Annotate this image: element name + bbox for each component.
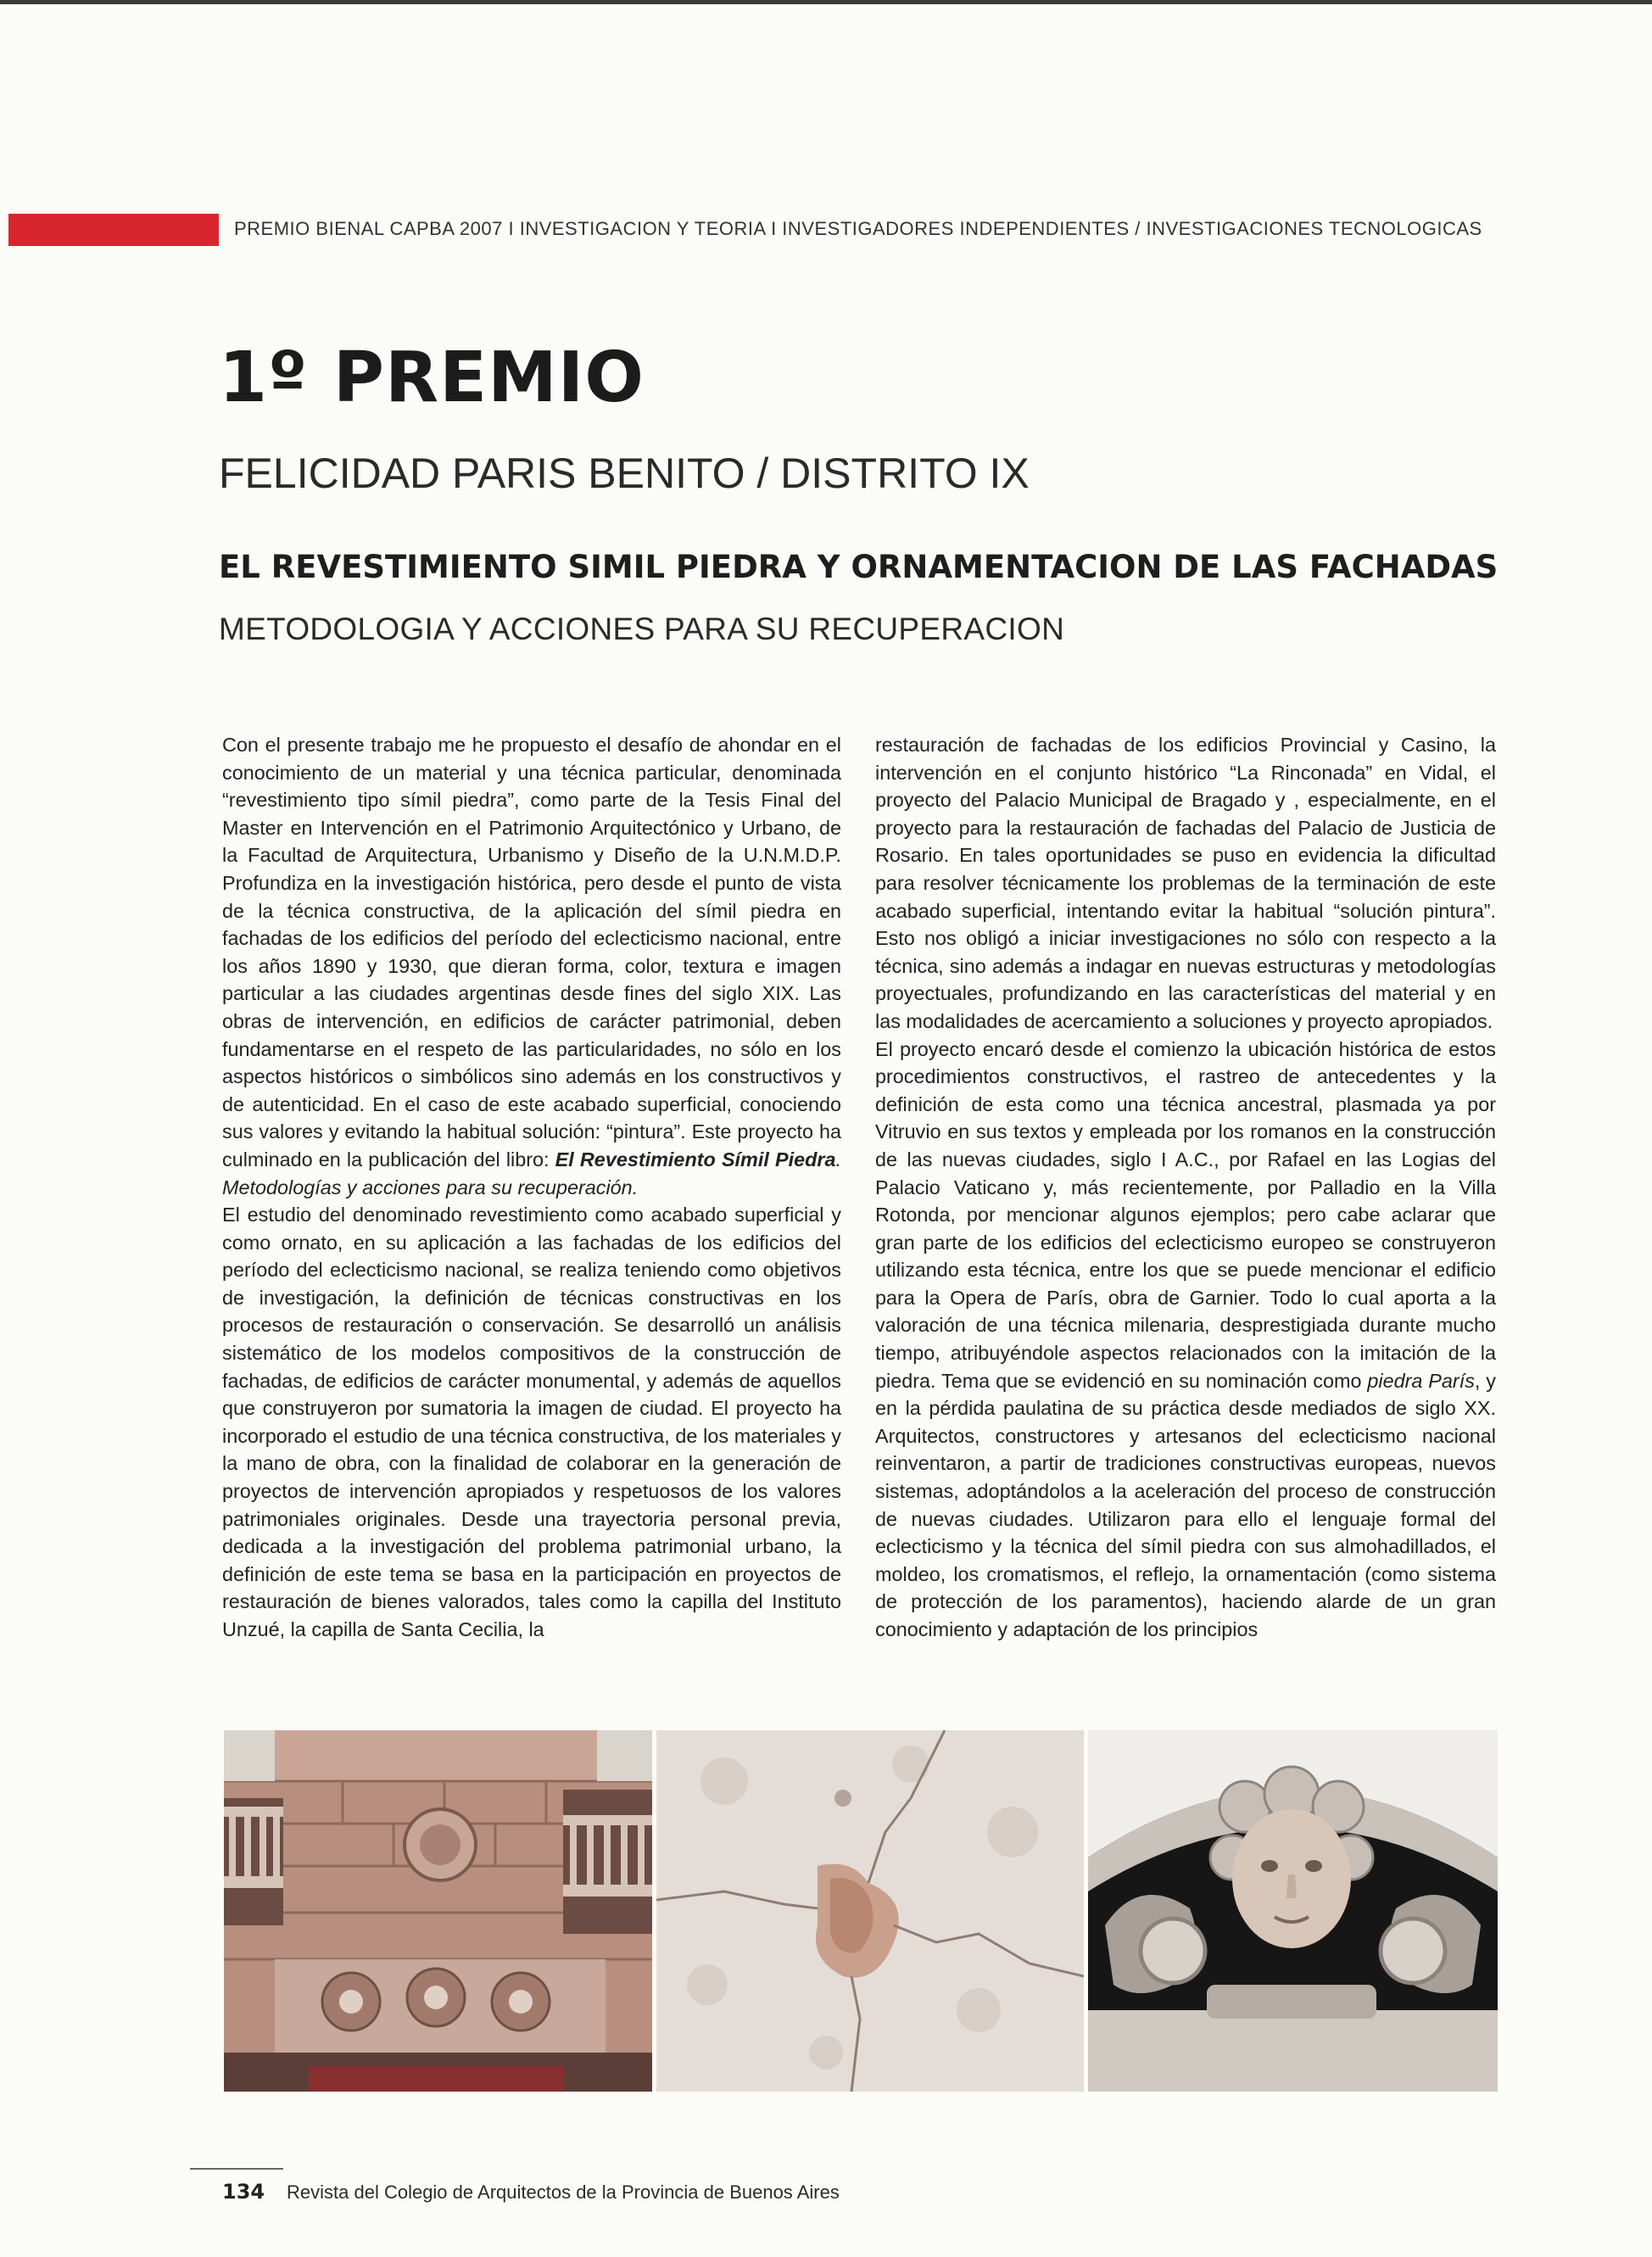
article-title: EL REVESTIMIENTO SIMIL PIEDRA Y ORNAMENTACION DE LAS FACHADAS <box>219 549 1499 585</box>
body-paragraph: restauración de fachadas de los edificios Provincial y Casino, la intervención en el conjunto histórico “La Rinconada” en Vidal, el proyecto del Palacio Municipal de Bragado y , especialmente, en el proyecto para la restauración de fachadas del Palacio de Justicia de Rosario. En tales oportunidades se puso en evidencia la dificultad para resolver técnicamente los problemas de la terminación de este acabado superficial, intentando evitar la habitual “solución pintura”. Esto nos obligó a iniciar investigaciones no sólo con respecto a la técnica, sino además a indagar en nuevas estructuras y metodologías proyectuales, profundizando en las características del material y en las modalidades de acercamiento a soluciones y proyecto apropiados. <box>875 734 1496 1032</box>
body-column-left <box>222 731 841 1644</box>
cracked-plaster-photo <box>656 1730 1084 2092</box>
top-border-line <box>0 0 1652 4</box>
journal-name: Revista del Colegio de Arquitectos de la Provincia de Buenos Aires <box>287 2182 840 2203</box>
prize-heading: 1º PREMIO <box>219 338 645 418</box>
photo-strip <box>224 1730 1498 2092</box>
body-paragraph: El estudio del denominado revestimiento como acabado superficial y como ornato, en su aplicación a las fachadas de los edificios del período del eclecticismo nacional, se realiza teniendo como objetivos de investigación, la definición de técnicas constructivas en los procesos de restauración o conservación. Se desarrolló un análisis sistemático de los modelos compositivos de la construcción de fachadas, de edificios de carácter monumental, y además de aquellos que construyeron por sumatoria la imagen de ciudad. El proyecto ha incorporado el estudio de una técnica constructiva, de los materiales y la mano de obra, con la finalidad de colaborar en la generación de proyectos de intervención apropiados y respetuosos de los valores patrimoniales originales. Desde una trayectoria personal previa, dedicada a la investigación del problema patrimonial urbano, la definición de este tema se basa en la participación en proyectos de restauración de bienes valorados, tales como la capilla del Instituto Unzué, la capilla de Santa Cecilia, la <box>222 1204 841 1640</box>
running-head: PREMIO BIENAL CAPBA 2007 I INVESTIGACION Y TEORIA I INVESTIGADORES INDEPENDIENTES / INVESTIGACIONES TECNOLOGICAS <box>234 218 1482 239</box>
piedra-paris-term: piedra París <box>1367 1369 1475 1392</box>
article-subtitle: METODOLOGIA Y ACCIONES PARA SU RECUPERACION <box>219 612 1065 646</box>
page-number: 134 <box>222 2180 265 2204</box>
footer-rule <box>190 2168 283 2170</box>
book-title: El Revestimiento Símil Piedra <box>555 1148 836 1170</box>
body-paragraph <box>875 1036 1496 1644</box>
book-subtitle: . Metodologías y acciones para su recuperación. <box>222 1148 841 1198</box>
body-paragraph <box>222 731 841 1201</box>
author-line: FELICIDAD PARIS BENITO / DISTRITO IX <box>219 450 1030 497</box>
body-text: , y en la pérdida paulatina de su práctica desde mediados de siglo XX. Arquitectos, constructores y artesanos del eclecticismo nacional reinventaron, a partir de tradiciones constructivas europeas, nuevos sistemas, adoptándolos a la aceleración del proceso de construcción de nuevas ciudades. Utilizaron para ello el lenguaje formal del eclecticismo y la técnica del símil piedra con sus almohadillados, el moldeo, los cromatismos, el reflejo, la ornamentación (como sistema de protección de los paramentos), haciendo alarde de un gran conocimiento y adaptación de los principios <box>875 1369 1496 1640</box>
body-text: El proyecto encaró desde el comienzo la ubicación histórica de estos procedimientos constructivos, el rastreo de antecedentes y la definición de esta como una técnica ancestral, plasmada ya por Vitruvio en sus textos y empleada por los romanos en la construcción de las nuevas ciudades, siglo I A.C., por Rafael en las Logias del Palacio Vaticano y, más recientemente, por Palladio en la Villa Rotonda, por mencionar algunos ejemplos; pero cabe aclarar que gran parte de los edificios del eclecticismo europeo se construyeron utilizando esta técnica, entre los que se puede mencionar el edificio para la Opera de París, obra de Garnier. Todo lo cual aporta a la valoración de una técnica milenaria, desprestigiada durante mucho tiempo, atribuyéndole aspectos relacionados con la imitación de la piedra. Tema que se evidenció en su nominación como <box>875 1037 1496 1392</box>
body-column-right <box>875 731 1496 1644</box>
cherub-ornament-photo <box>1088 1730 1498 2092</box>
facade-photo <box>224 1730 652 2092</box>
body-text: Con el presente trabajo me he propuesto el desafío de ahondar en el conocimiento de un material y una técnica particular, denominada “revestimiento tipo símil piedra”, como parte de la Tesis Final del Master en Intervención en el Patrimonio Arquitectónico y Urbano, de la Facultad de Arquitectura, Urbanismo y Diseño de la U.N.M.D.P. Profundiza en la investigación histórica, pero desde el punto de vista de la técnica constructiva, de la aplicación del símil piedra en fachadas de los edificios del período del eclecticismo nacional, entre los años 1890 y 1930, que dieran forma, color, textura e imagen particular a las ciudades argentinas desde fines del siglo XIX. Las obras de intervención, en edificios de carácter patrimonial, deben fundamentarse en el respeto de las particularidades, no sólo en los aspectos históricos o simbólicos sino además en los constructivos y de autenticidad. En el caso de este acabado superficial, conociendo sus valores y evitando la habitual solución: “pintura”. Este proyecto ha culminado en la publicación del libro: <box>222 734 841 1170</box>
section-accent-bar <box>8 214 219 246</box>
